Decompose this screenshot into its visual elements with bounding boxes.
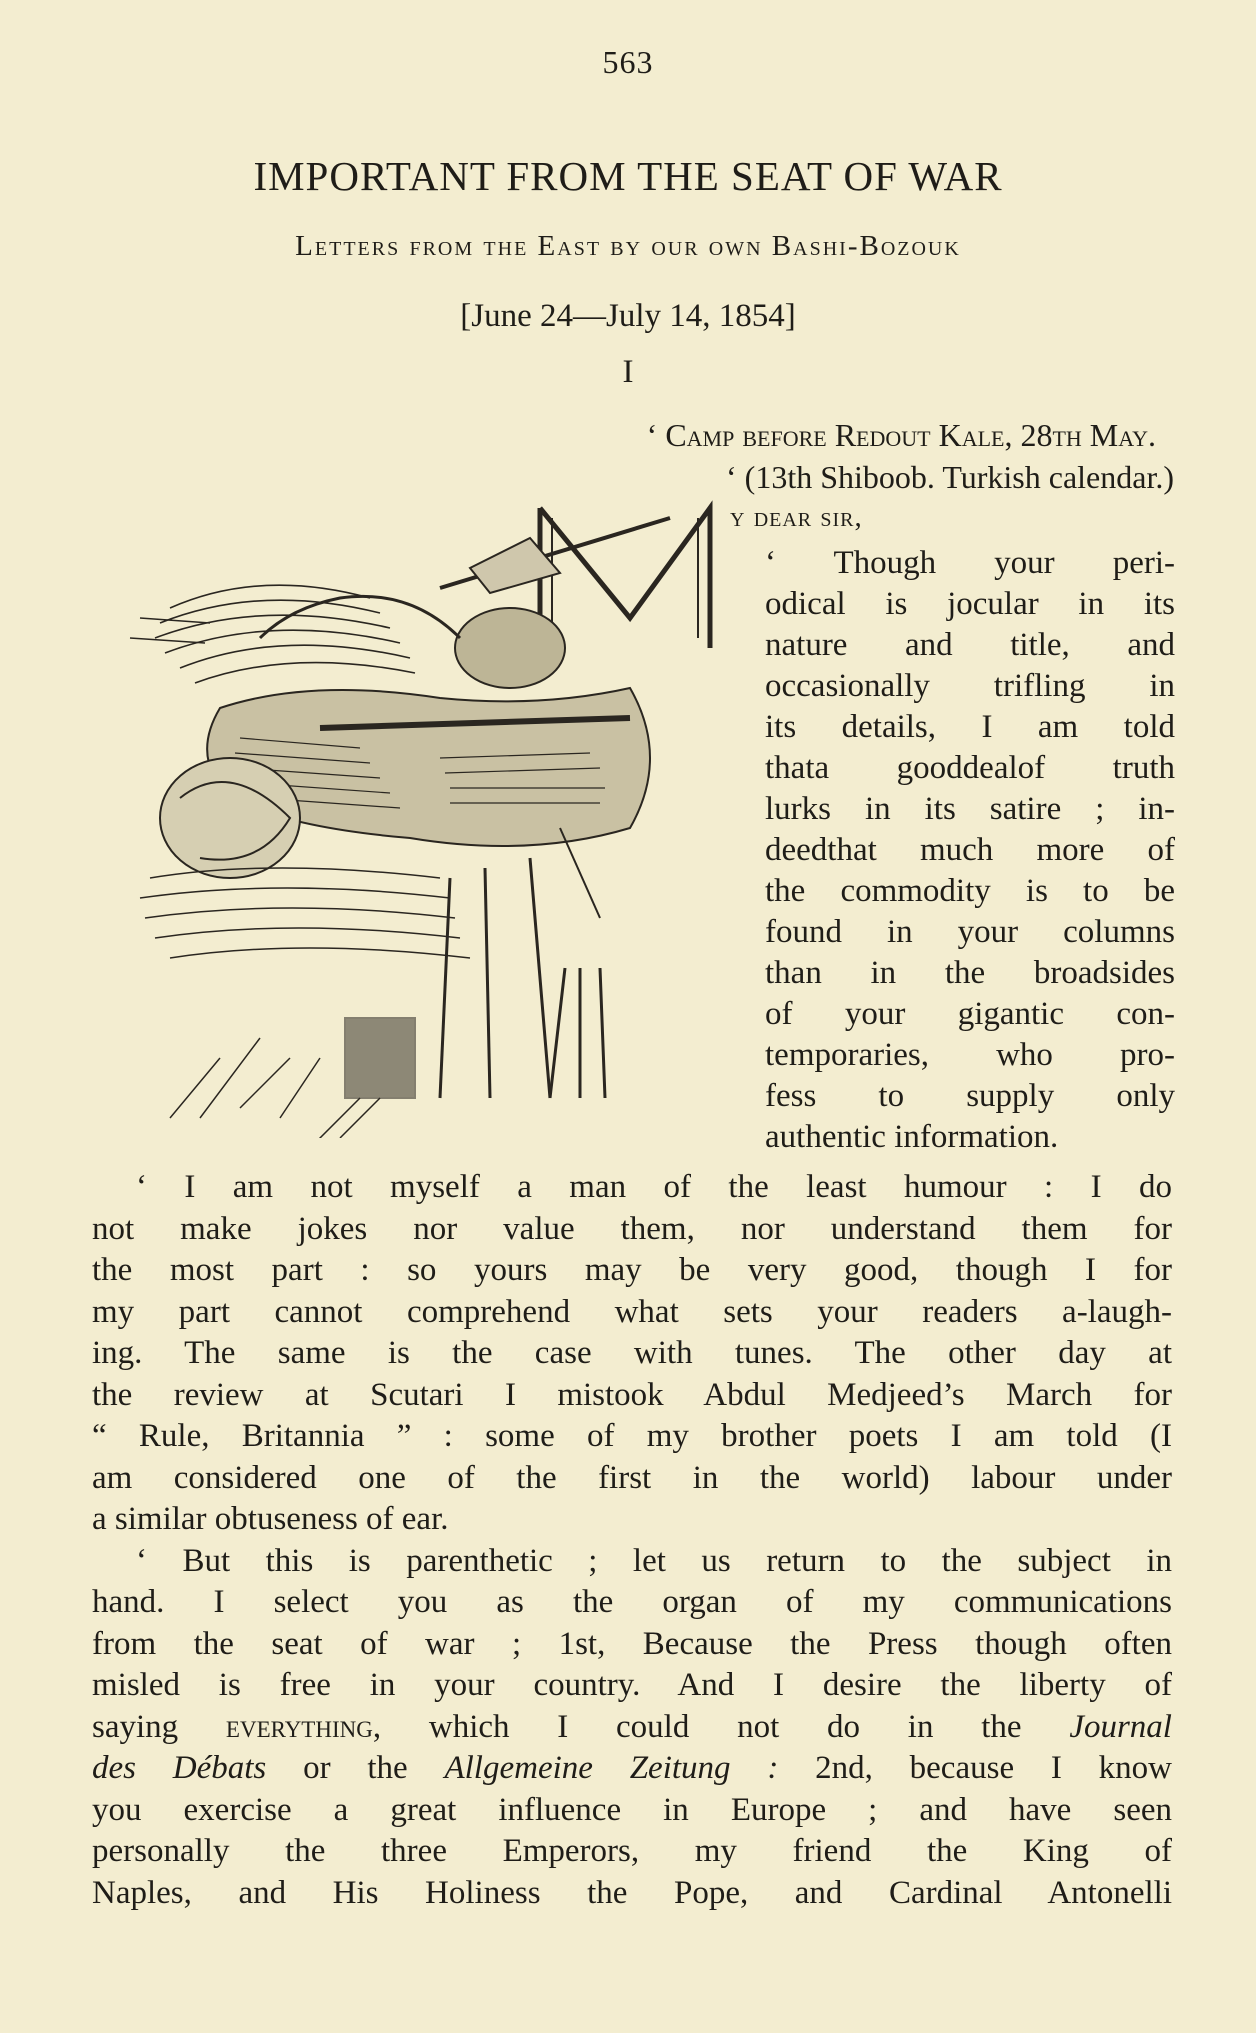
salutation: y dear sir, bbox=[730, 501, 863, 533]
side-line: occasionally trifling in bbox=[765, 668, 1175, 704]
paragraph-1-line: ing. The same is the case with tunes. The other day at bbox=[92, 1335, 1172, 1371]
paragraph-1-line: am considered one of the first in the world) labour under bbox=[92, 1459, 1172, 1496]
side-line: lurks in its satire ; in- bbox=[765, 791, 1175, 827]
text-run: saying bbox=[92, 1708, 226, 1745]
side-line: odical is jocular in its bbox=[765, 586, 1175, 622]
italic-title: des Débats bbox=[92, 1750, 267, 1786]
date-range: [June 24—July 14, 1854] bbox=[460, 298, 796, 334]
side-line: authentic information. bbox=[765, 1119, 1059, 1155]
side-line: the commodity is to be bbox=[765, 873, 1175, 909]
text-run: 2nd, because I know bbox=[778, 1750, 1172, 1786]
body-text bbox=[92, 1167, 1172, 1914]
text-run: , which I could not do in the bbox=[372, 1708, 1070, 1745]
side-line: found in your columns bbox=[765, 914, 1175, 950]
paragraph-1-line: “ Rule, Britannia ” : some of my brother poets I am told (I bbox=[92, 1418, 1172, 1454]
page-number: 563 bbox=[602, 44, 654, 80]
side-line: temporaries, who pro- bbox=[765, 1037, 1175, 1073]
side-line: fess to supply only bbox=[765, 1078, 1175, 1114]
article-title: IMPORTANT FROM THE SEAT OF WAR bbox=[253, 153, 1003, 199]
dateline-calendar: ‘ (13th Shiboob. Turkish calendar.) bbox=[726, 459, 1174, 495]
text-run: or the bbox=[266, 1750, 445, 1786]
side-line: thata gooddealof truth bbox=[765, 750, 1175, 786]
paragraph-1-line: a similar obtuseness of ear. bbox=[92, 1501, 449, 1537]
small-caps-word: everything bbox=[225, 1708, 373, 1745]
side-line: than in the broadsides bbox=[765, 955, 1175, 991]
article-subtitle: Letters from the East by our own Bashi-Bozouk bbox=[295, 230, 961, 262]
paragraph-2-line: from the seat of war ; 1st, Because the Press though often bbox=[92, 1625, 1172, 1662]
paragraph-2-line: misled is free in your country. And I desire the liberty of bbox=[92, 1667, 1172, 1703]
paragraph-2-line: hand. I select you as the organ of my communications bbox=[92, 1584, 1172, 1620]
paragraph-1-line: the review at Scutari I mistook Abdul Medjeed’s March for bbox=[92, 1376, 1172, 1413]
side-line: nature and title, and bbox=[765, 627, 1175, 663]
paragraph-2-line bbox=[92, 1748, 1172, 1790]
paragraph-2-line: ‘ But this is parenthetic ; let us return to the subject in bbox=[136, 1542, 1172, 1579]
paragraph-1-line: my part cannot comprehend what sets your readers a-laugh- bbox=[92, 1293, 1172, 1330]
paragraph-2-line: Naples, and His Holiness the Pope, and Cardinal Antonelli bbox=[92, 1874, 1172, 1911]
paragraph-1-line: ‘ I am not myself a man of the least humour : I do bbox=[136, 1169, 1172, 1205]
side-line: of your gigantic con- bbox=[765, 996, 1175, 1032]
paragraph-2-line bbox=[92, 1707, 1172, 1749]
italic-title: Allgemeine Zeitung : bbox=[444, 1750, 779, 1786]
paragraph-2-line: personally the three Emperors, my friend the King of bbox=[92, 1833, 1172, 1869]
paragraph-1-line: the most part : so yours may be very good, though I for bbox=[92, 1252, 1172, 1288]
side-line: its details, I am told bbox=[765, 709, 1175, 745]
woodcut-drop-cap-M-icon bbox=[110, 498, 750, 1138]
paragraph-2-line: you exercise a great influence in Europe ; and have seen bbox=[92, 1791, 1172, 1828]
side-line: deedthat much more of bbox=[765, 832, 1175, 868]
side-column-text bbox=[765, 543, 1175, 1158]
italic-title: Journal bbox=[1069, 1708, 1172, 1745]
side-line: ‘ Though your peri- bbox=[765, 545, 1175, 581]
woodcut-illustration bbox=[110, 498, 750, 1138]
paragraph-1-line: not make jokes nor value them, nor understand them for bbox=[92, 1210, 1172, 1247]
dateline-camp: ‘ Camp before Redout Kale, 28th May. bbox=[646, 417, 1156, 453]
section-number: I bbox=[622, 354, 634, 390]
